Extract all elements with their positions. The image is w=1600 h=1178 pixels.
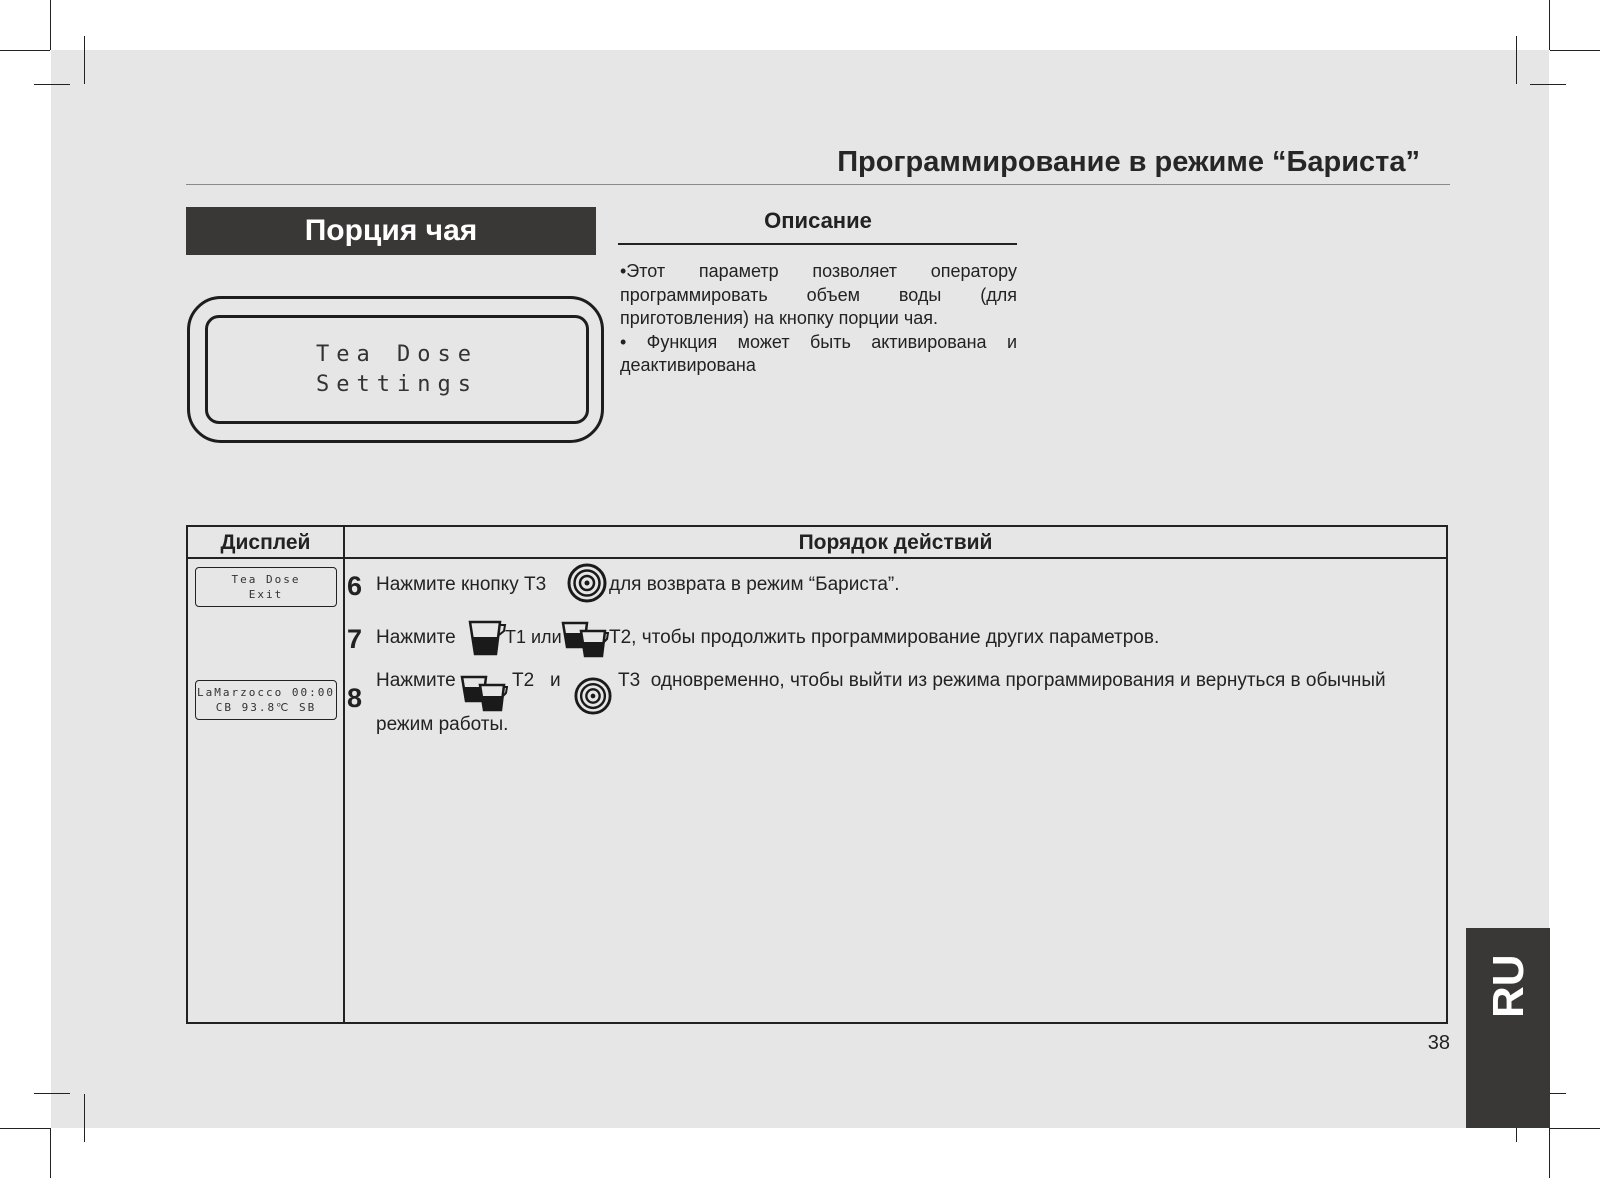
description-paragraph: •Этот параметр позволяет оператору программировать объем воды (для приготовления) на кнопку порции чая.: [620, 261, 1017, 328]
language-tab-label: RU: [1484, 954, 1533, 1018]
crop-mark: [34, 1093, 70, 1094]
step-text: Нажмите: [376, 670, 456, 691]
header-row-divider: [188, 557, 1446, 559]
description-divider: [618, 243, 1017, 245]
step-text: Т2 и: [512, 670, 561, 691]
crop-mark: [50, 0, 51, 50]
double-cup-icon: [561, 619, 609, 659]
column-divider: [343, 527, 345, 1022]
mini-lcd-line-1: LaMarzocco 00:00: [197, 686, 335, 699]
mini-lcd-line-2: Exit: [248, 588, 284, 601]
page-title: Программирование в режиме “Бариста”: [837, 146, 1420, 178]
crop-mark: [0, 50, 50, 51]
description-paragraph: • Функция может быть активирована и деактивирована: [620, 331, 1017, 375]
crop-mark: [1516, 36, 1517, 84]
crop-mark: [1549, 0, 1550, 50]
crop-mark: [50, 1128, 51, 1178]
column-header-actions: Порядок действий: [798, 531, 993, 554]
mini-lcd-line-2: CB 93.8℃ SB: [215, 701, 317, 714]
mini-lcd-display: [195, 567, 337, 607]
crop-mark: [84, 1094, 85, 1142]
step-text: Т2, чтобы продолжить программирование других параметров.: [609, 627, 1160, 648]
crop-mark: [1550, 1128, 1600, 1129]
procedure-table: [186, 525, 1448, 1024]
tea-spiral-icon: [574, 677, 612, 715]
description-text: [620, 260, 1017, 378]
mini-lcd-line-1: Tea Dose: [231, 573, 301, 586]
step-text: Нажмите: [376, 627, 456, 648]
tea-spiral-icon: [567, 563, 607, 603]
step-text: режим работы.: [376, 714, 509, 735]
description-title: Описание: [764, 208, 872, 233]
step-text: Т3 одновременно, чтобы выйти из режима программирования и вернуться в обычный: [618, 670, 1386, 691]
double-cup-icon: [460, 673, 508, 713]
section-title: Порция чая: [186, 207, 596, 255]
lcd-display-screen: [205, 315, 589, 424]
page-number: 38: [1427, 1032, 1450, 1054]
mini-lcd-display: [195, 680, 337, 720]
step-number: 8: [347, 683, 363, 713]
crop-mark: [84, 36, 85, 84]
header-divider: [186, 184, 1450, 185]
lcd-line-1: Tea Dose: [316, 341, 478, 367]
crop-mark: [1549, 1128, 1550, 1178]
crop-mark: [0, 1128, 50, 1129]
crop-mark: [1550, 50, 1600, 51]
step-text: Т1 или: [505, 627, 562, 647]
step-text: для возврата в режим “Бариста”.: [609, 574, 900, 595]
crop-mark: [1530, 84, 1566, 85]
crop-mark: [34, 84, 70, 85]
step-number: 7: [347, 624, 363, 654]
single-cup-icon: [467, 619, 507, 657]
step-text: Нажмите кнопку Т3: [376, 574, 547, 595]
column-header-display: Дисплей: [220, 531, 311, 554]
step-number: 6: [347, 571, 363, 601]
lcd-line-2: Settings: [316, 371, 478, 397]
